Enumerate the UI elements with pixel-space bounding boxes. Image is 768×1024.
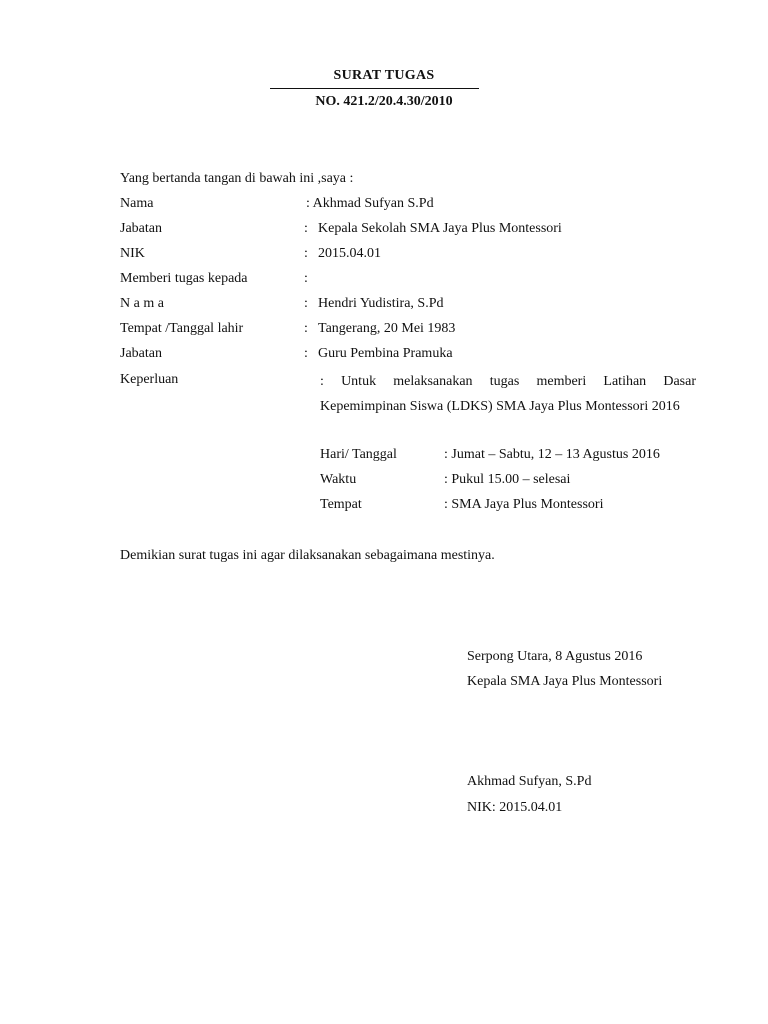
nama-value: : Akhmad Sufyan S.Pd bbox=[306, 196, 434, 211]
memberi-tugas-colon: : bbox=[304, 271, 308, 286]
tempat-label: Tempat bbox=[320, 497, 362, 512]
signature-nik: NIK: 2015.04.01 bbox=[467, 800, 563, 815]
memberi-tugas-label: Memberi tugas kepada bbox=[120, 271, 248, 286]
keperluan-value: : Untuk melaksanakan tugas memberi Latihan Dasar Kepemimpinan Siswa (LDKS) SMA Jaya Plus Montessori 2016 bbox=[320, 374, 696, 414]
keperluan-label: Keperluan bbox=[120, 372, 179, 387]
nik-label: NIK bbox=[120, 246, 145, 261]
ttl-label: Tempat /Tanggal lahir bbox=[120, 321, 244, 336]
jabatan-colon: : bbox=[304, 221, 308, 236]
signature-place-date: Serpong Utara, 8 Agustus 2016 bbox=[467, 649, 643, 664]
nik-colon: : bbox=[304, 246, 308, 261]
nama-label: Nama bbox=[120, 196, 154, 211]
ttl-colon: : bbox=[304, 321, 308, 336]
waktu-value: : Pukul 15.00 – selesai bbox=[444, 472, 571, 487]
jabatan2-value: Guru Pembina Pramuka bbox=[318, 346, 453, 361]
nama2-label: N a m a bbox=[120, 296, 164, 311]
jabatan-value: Kepala Sekolah SMA Jaya Plus Montessori bbox=[318, 221, 562, 236]
jabatan-label: Jabatan bbox=[120, 221, 162, 236]
hari-tanggal-label: Hari/ Tanggal bbox=[320, 447, 397, 462]
nik-value: 2015.04.01 bbox=[318, 246, 381, 261]
ttl-value: Tangerang, 20 Mei 1983 bbox=[318, 321, 456, 336]
document-number: NO. 421.2/20.4.30/2010 bbox=[315, 94, 453, 109]
jabatan2-label: Jabatan bbox=[120, 346, 162, 361]
nama2-colon: : bbox=[304, 296, 308, 311]
signature-name: Akhmad Sufyan, S.Pd bbox=[467, 774, 592, 789]
jabatan2-colon: : bbox=[304, 346, 308, 361]
waktu-label: Waktu bbox=[320, 472, 357, 487]
nama2-value: Hendri Yudistira, S.Pd bbox=[318, 296, 444, 311]
intro-text: Yang bertanda tangan di bawah ini ,saya : bbox=[120, 171, 354, 186]
closing-text: Demikian surat tugas ini agar dilaksanakan sebagaimana mestinya. bbox=[120, 548, 495, 563]
document-title: SURAT TUGAS bbox=[333, 68, 435, 83]
tempat-value: : SMA Jaya Plus Montessori bbox=[444, 497, 604, 512]
hari-tanggal-value: : Jumat – Sabtu, 12 – 13 Agustus 2016 bbox=[444, 447, 660, 462]
signature-position: Kepala SMA Jaya Plus Montessori bbox=[467, 674, 663, 689]
title-underline bbox=[270, 88, 479, 89]
